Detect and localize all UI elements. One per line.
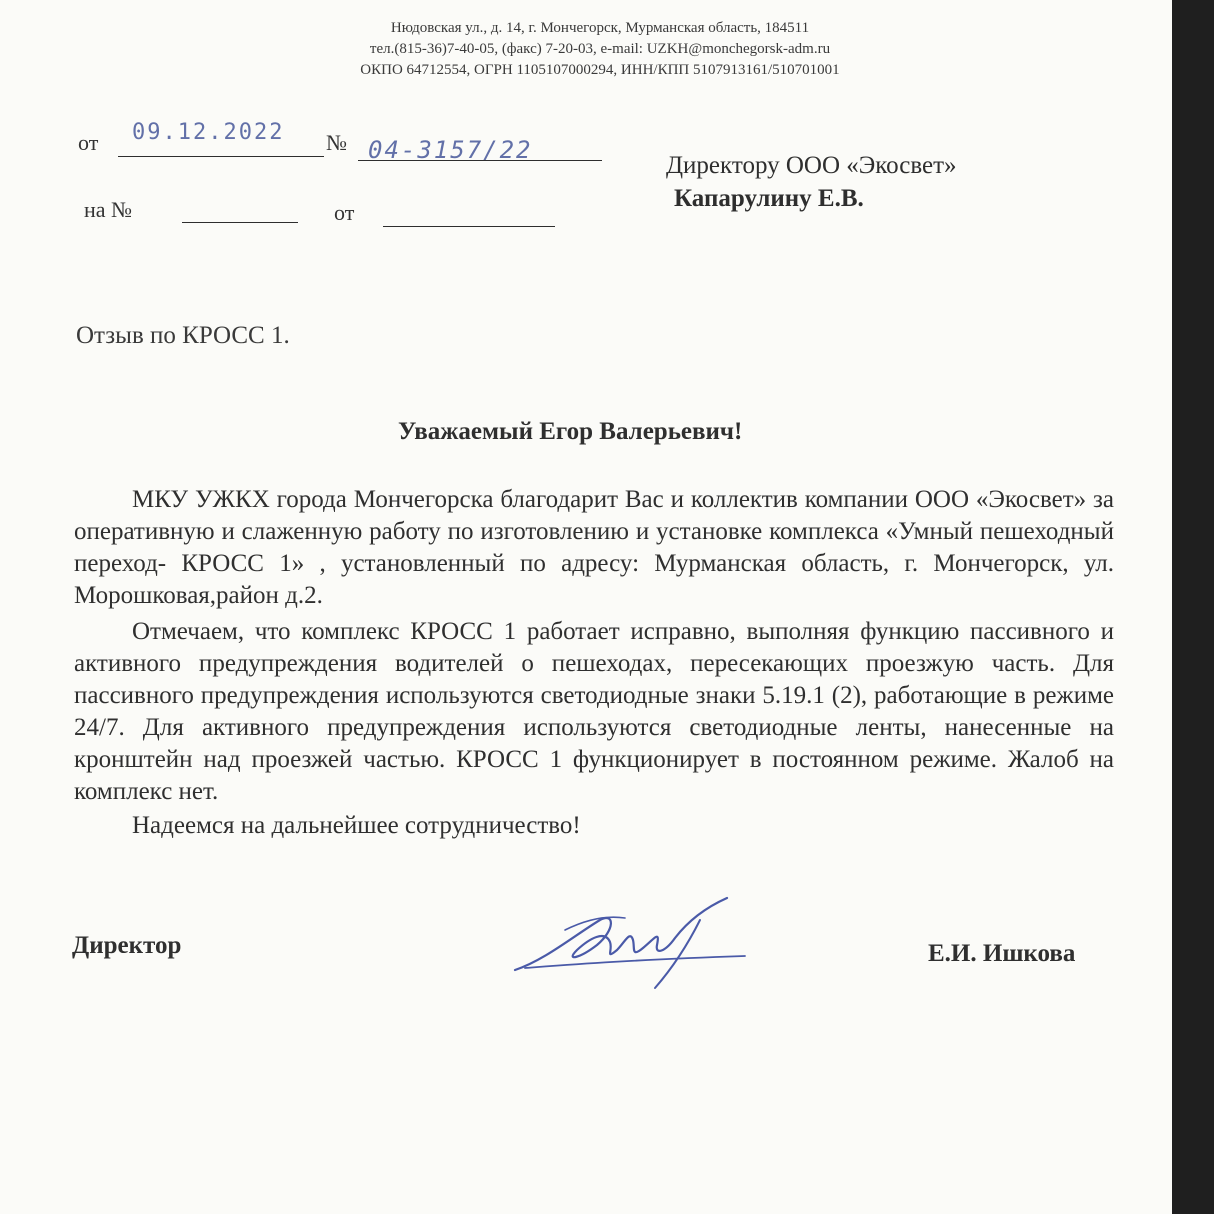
body-paragraph-2: Отмечаем, что комплекс КРОСС 1 работает исправно, выполняя функцию пассивного и активного предупреждения водителей о пешеходах, пересекающих проезжую часть. Для пассивного предупреждения используются светодиодные знаки 5.19.1 (2), работающие в режиме 24/7. Для активного предупреждения используются светодиодные ленты, нанесенные на кронштейн над проезжей частью. КРОСС 1 функционирует в постоянном режиме. Жалоб на комплекс нет.	[74, 618, 1114, 805]
ref-number-underline	[182, 222, 298, 223]
date-underline	[118, 156, 324, 157]
registration-date: 09.12.2022	[132, 120, 285, 145]
body-paragraph-1: МКУ УЖКХ города Мончегорска благодарит Вас и коллектив компании ООО «Экосвет» за оперативную и слаженную работу по изготовлению и установке комплекса «Умный пешеходный переход- КРОСС 1» , установленный по адресу: Мурманская область, г. Мончегорск, ул. Морошковая,район д.2.	[74, 486, 1114, 609]
greeting: Уважаемый Егор Валерьевич!	[398, 418, 743, 445]
subject-line: Отзыв по КРОСС 1.	[76, 322, 290, 349]
number-underline	[358, 160, 602, 161]
signatory-name: Е.И. Ишкова	[928, 940, 1076, 967]
scan-edge	[1172, 0, 1214, 1214]
number-label: №	[326, 130, 347, 155]
ref-from-label: от	[334, 200, 355, 225]
ref-number-label: на №	[84, 197, 133, 222]
signatory-position: Директор	[72, 932, 182, 959]
addressee-title: Директору ООО «Экосвет»	[666, 152, 957, 179]
header-codes: ОКПО 64712554, ОГРН 1105107000294, ИНН/КПП 5107913161/510701001	[360, 62, 840, 78]
body-paragraph-3: Надеемся на дальнейшее сотрудничество!	[132, 812, 581, 839]
ref-date-underline	[383, 226, 555, 227]
handwritten-signature	[505, 890, 755, 995]
header-address: Нюдовская ул., д. 14, г. Мончегорск, Мурманская область, 184511	[390, 20, 810, 36]
from-label: от	[78, 130, 99, 155]
addressee-name: Капарулину Е.В.	[674, 185, 864, 212]
registration-number: 04-3157/22	[368, 136, 533, 164]
header-contacts: тел.(815-36)7-40-05, (факс) 7-20-03, e-mail: UZKH@monchegorsk-adm.ru	[369, 41, 831, 57]
